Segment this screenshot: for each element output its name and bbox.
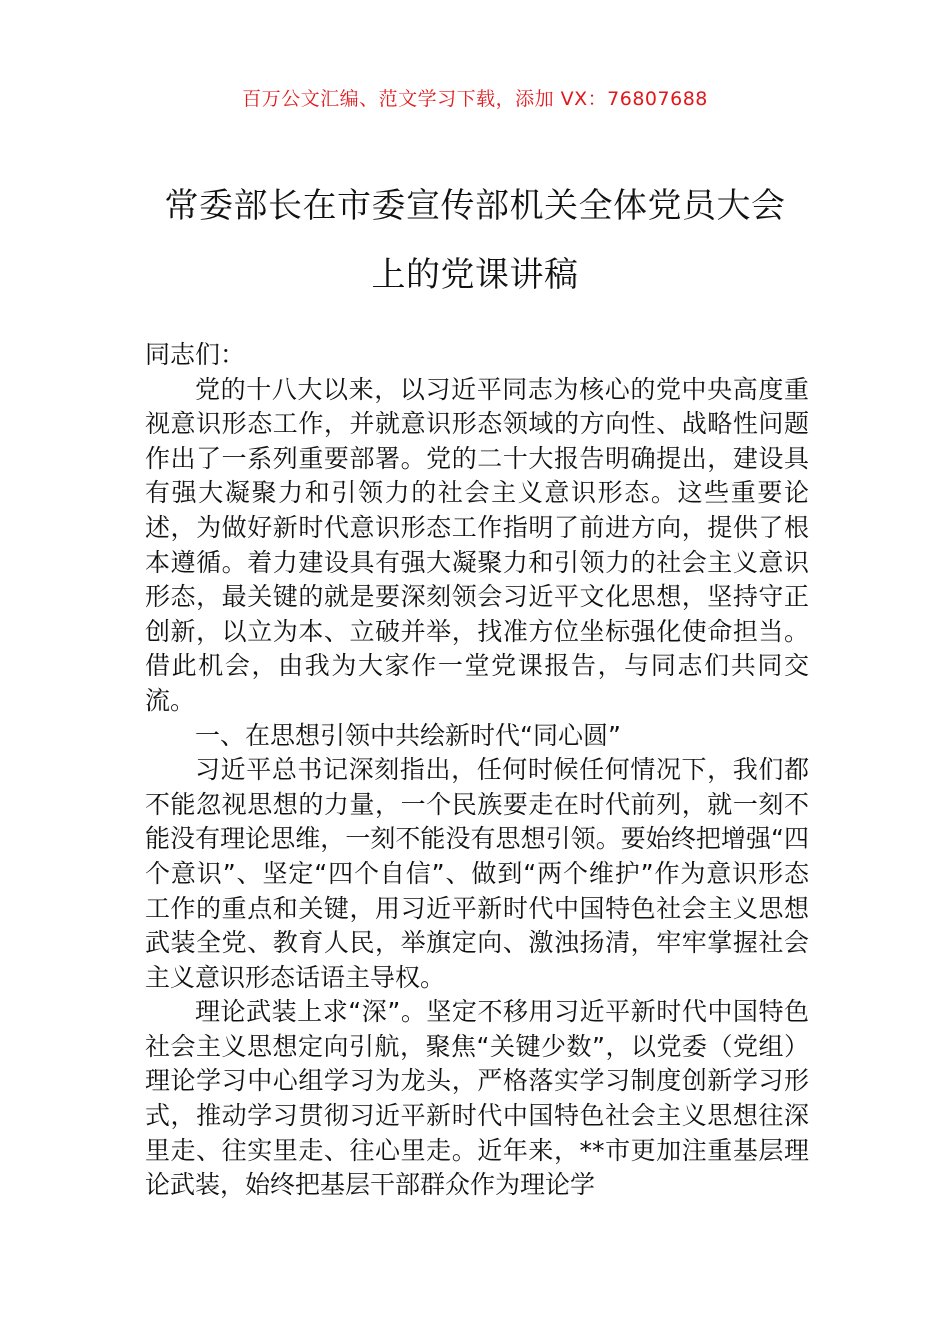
salutation: 同志们： — [145, 340, 246, 369]
title-line-2: 上的党课讲稿 — [371, 255, 579, 295]
title-line-1: 常委部长在市委宣传部机关全体党员大会 — [164, 186, 786, 226]
section-heading-1: 一、在思想引领中共绘新时代“同心圆” — [195, 720, 621, 750]
header-promo-note: 百万公文汇编、范文学习下载，添加 VX：76807688 — [242, 88, 708, 110]
document-body — [145, 338, 809, 1203]
paragraph-section-1: 习近平总书记深刻指出，任何时候任何情况下，我们都不能忽视思想的力量，一个民族要走在时代前列，就一刻不能没有理论思维，一刻不能没有思想引领。要始终把增强“四个意识”、坚定“四个自信”、做到“两个维护”作为意识形态工作的重点和关键，用习近平新时代中国特色社会主义思想武装全党、教育人民，举旗定向、激浊扬清，牢牢掌握社会主义意识形态话语主导权。 — [145, 755, 809, 992]
paragraph-intro: 党的十八大以来，以习近平同志为核心的党中央高度重视意识形态工作，并就意识形态领域的方向性、战略性问题作出了一系列重要部署。党的二十大报告明确提出，建设具有强大凝聚力和引领力的社会主义意识形态。这些重要论述，为做好新时代意识形态工作指明了前进方向，提供了根本遵循。着力建设具有强大凝聚力和引领力的社会主义意识形态，最关键的就是要深刻领会习近平文化思想，坚持守正创新，以立为本、立破并举，找准方位坐标强化使命担当。借此机会，由我为大家作一堂党课报告，与同志们共同交流。 — [145, 374, 809, 715]
paragraph-theory: 理论武装上求“深”。坚定不移用习近平新时代中国特色社会主义思想定向引航，聚焦“关键少数”，以党委（党组）理论学习中心组学习为龙头，严格落实学习制度创新学习形式，推动学习贯彻习近平新时代中国特色社会主义思想往深里走、往实里走、往心里走。近年来，**市更加注重基层理论武装，始终把基层干部群众作为理论学 — [145, 997, 809, 1200]
document-title — [100, 172, 850, 310]
